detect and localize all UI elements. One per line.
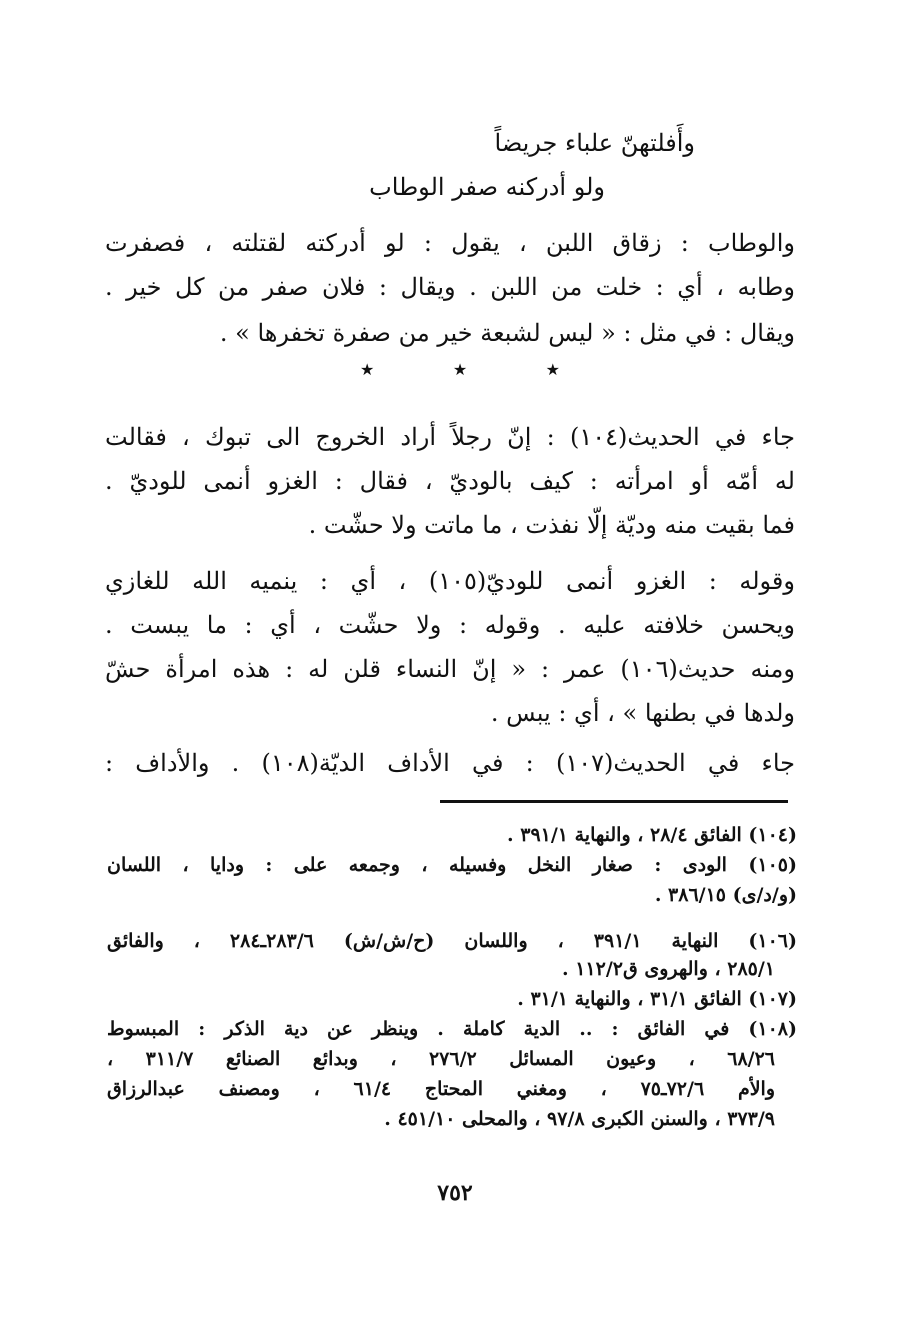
verse-line-1: وأَفلتهنّ علباء جريضاً	[494, 129, 695, 157]
paragraph-2-line-3: فما بقيت منه وديّة إلّا نفذت ، ما ماتت ولا حشّت .	[308, 511, 795, 539]
paragraph-1-line-2: وطابه ، أي : خلت من اللبن . ويقال : فلان صفر من كل خير .	[105, 273, 795, 301]
star-icon: ★	[452, 360, 468, 379]
footnote-108-line-2: ٦٨/٢٦ ، وعيون المسائل ٢٧٦/٢ ، وبدائع الصنائع ٣١١/٧ ،	[107, 1048, 775, 1070]
paragraph-2-line-2: له أمّه أو امرأته : كيف بالوديّ ، فقال : الغزو أنمى للوديّ .	[105, 467, 795, 495]
footnote-divider	[440, 800, 788, 803]
verse-line-2: ولو أدركنه صفر الوطاب	[369, 173, 605, 201]
footnote-104: (١٠٤) الفائق ٢٨/٤ ، والنهاية ٣٩١/١ .	[507, 824, 797, 846]
paragraph-3-line-1: وقوله : الغزو أنمى للوديّ(١٠٥) ، أي : ينميه الله للغازي	[105, 567, 795, 595]
paragraph-3-line-2: ويحسن خلافته عليه . وقوله : ولا حشّت ، أي : ما يبست .	[105, 611, 795, 639]
paragraph-3-line-4: ولدها في بطنها » ، أي : يبس .	[490, 699, 795, 727]
page-number: ٧٥٢	[437, 1180, 473, 1206]
section-divider	[360, 360, 560, 379]
footnote-105-line-1: (١٠٥) الودى : صغار النخل وفسيله ، وجمعه على : ودايا ، اللسان	[107, 854, 797, 876]
star-icon: ★	[360, 360, 375, 379]
star-icon: ★	[545, 360, 560, 379]
footnote-106-line-1: (١٠٦) النهاية ٣٩١/١ ، واللسان (ح/ش/ش) ٢٨٣/٦ـ٢٨٤ ، والفائق	[107, 930, 797, 952]
footnote-108-line-4: ٣٧٣/٩ ، والسنن الكبرى ٩٧/٨ ، والمحلى ٤٥١/١٠ .	[384, 1108, 775, 1130]
footnote-106-line-2: ٢٨٥/١ ، والهروى ق١١٢/٢ .	[561, 958, 775, 980]
footnote-105-line-2: (و/د/ى) ٣٨٦/١٥ .	[654, 884, 797, 906]
paragraph-4-line-1: جاء في الحديث(١٠٧) : في الأداف الديّة(١٠٨) . والأداف :	[105, 749, 795, 777]
footnote-108-line-1: (١٠٨) في الفائق : .. الدية كاملة . وينظر عن دية الذكر : المبسوط	[107, 1018, 797, 1040]
footnote-108-line-3: والأم ٧٢/٦ـ٧٥ ، ومغني المحتاج ٦١/٤ ، ومصنف عبدالرزاق	[107, 1078, 776, 1100]
paragraph-1-line-3: ويقال : في مثل : « ليس لشبعة خير من صفرة تخفرها » .	[219, 319, 795, 347]
paragraph-2-line-1: جاء في الحديث(١٠٤) : إنّ رجلاً أراد الخروج الى تبوك ، فقالت	[105, 423, 795, 451]
footnote-107: (١٠٧) الفائق ٣١/١ ، والنهاية ٣١/١ .	[517, 988, 797, 1010]
paragraph-1-line-1: والوطاب : زقاق اللبن ، يقول : لو أدركته لقتلته ، فصفرت	[105, 229, 795, 257]
paragraph-3-line-3: ومنه حديث(١٠٦) عمر : « إنّ النساء قلن له : هذه امرأة حشّ	[105, 655, 796, 683]
